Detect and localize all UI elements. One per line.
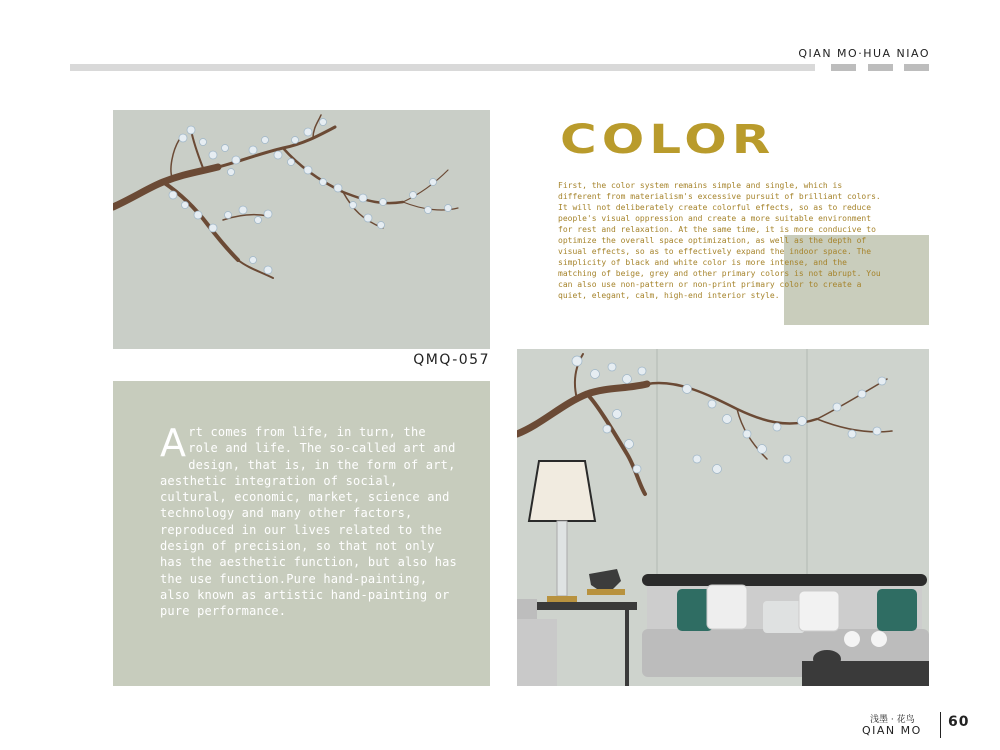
living-room-scene-image: [517, 349, 929, 686]
product-code: QMQ-057: [413, 352, 490, 368]
art-description: [160, 421, 460, 620]
header-brand: QIAN MO·HUA NIAO: [798, 47, 930, 60]
footer-brand: QIAN MO: [862, 724, 922, 737]
dropcap-letter: A: [160, 421, 187, 465]
header-square: [831, 64, 856, 71]
header-square: [904, 64, 929, 71]
footer-divider: [940, 712, 941, 738]
header-square: [868, 64, 893, 71]
plum-blossom-wallpaper-image: [113, 110, 490, 349]
page-number: 60: [948, 714, 970, 730]
header-bar: [70, 64, 815, 71]
art-description-text: rt comes from life, in turn, the role and life. The so-called art and design, that is, in the form of art, aesthetic integration of social, cultural, economic, market, science and technology and many other factors, reproduced in our lives related to the design of precision, so that not only has the aesthetic function, but also has the use function.Pure hand-painting, also known as artistic hand-painting or pure performance.: [160, 425, 457, 619]
color-heading: COLOR: [560, 117, 776, 163]
color-description: First, the color system remains simple and single, which is different from materialism's excessive pursuit of brilliant colors. It will not deliberately create colorful effects, so as to reduce people's visual oppression and create a more suitable environment for rest and relaxation. At the same time, it is more conducive to optimize the overall space optimization, as well as the depth of visual effects, so as to effectively expand the indoor space. The simplicity of black and white color is more intense, and the matching of beige, grey and other primary colors is not abrupt. You can also use non-pattern or non-print primary color to create a quiet, elegant, calm, high-end interior style.: [558, 181, 881, 300]
footer-chinese-brand: 浅墨 · 花鸟: [870, 715, 915, 725]
